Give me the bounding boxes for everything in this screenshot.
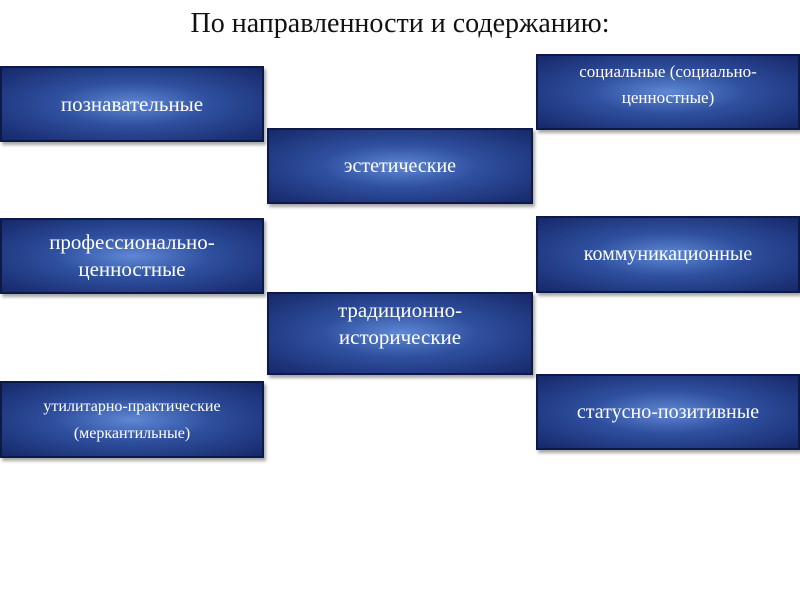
category-label: эстетические [343,154,457,177]
category-label: утилитарно-практические (меркантильные) [43,397,221,442]
category-box-kommunikacionnye [536,216,800,293]
category-label: профессионально-ценностные [49,230,215,281]
category-box-tradicionno-istoricheskie [267,292,533,375]
category-label: статусно-позитивные [576,400,760,423]
category-label: познавательные [60,91,204,116]
category-box-professionalno-cennostnye [0,218,264,294]
category-box-statusno-pozitivnye [536,374,800,450]
slide-title: По направленности и содержанию: [190,8,610,39]
category-box-socialnye [536,54,800,130]
category-label: коммуникационные [583,243,753,265]
category-label: традиционно-исторические [337,298,463,349]
category-box-poznavatelnye [0,66,264,142]
category-label: социальные (социально-ценностные) [579,62,757,107]
category-box-esteticheskie [267,128,533,204]
category-box-utilitarno-prakticheskie [0,381,264,458]
